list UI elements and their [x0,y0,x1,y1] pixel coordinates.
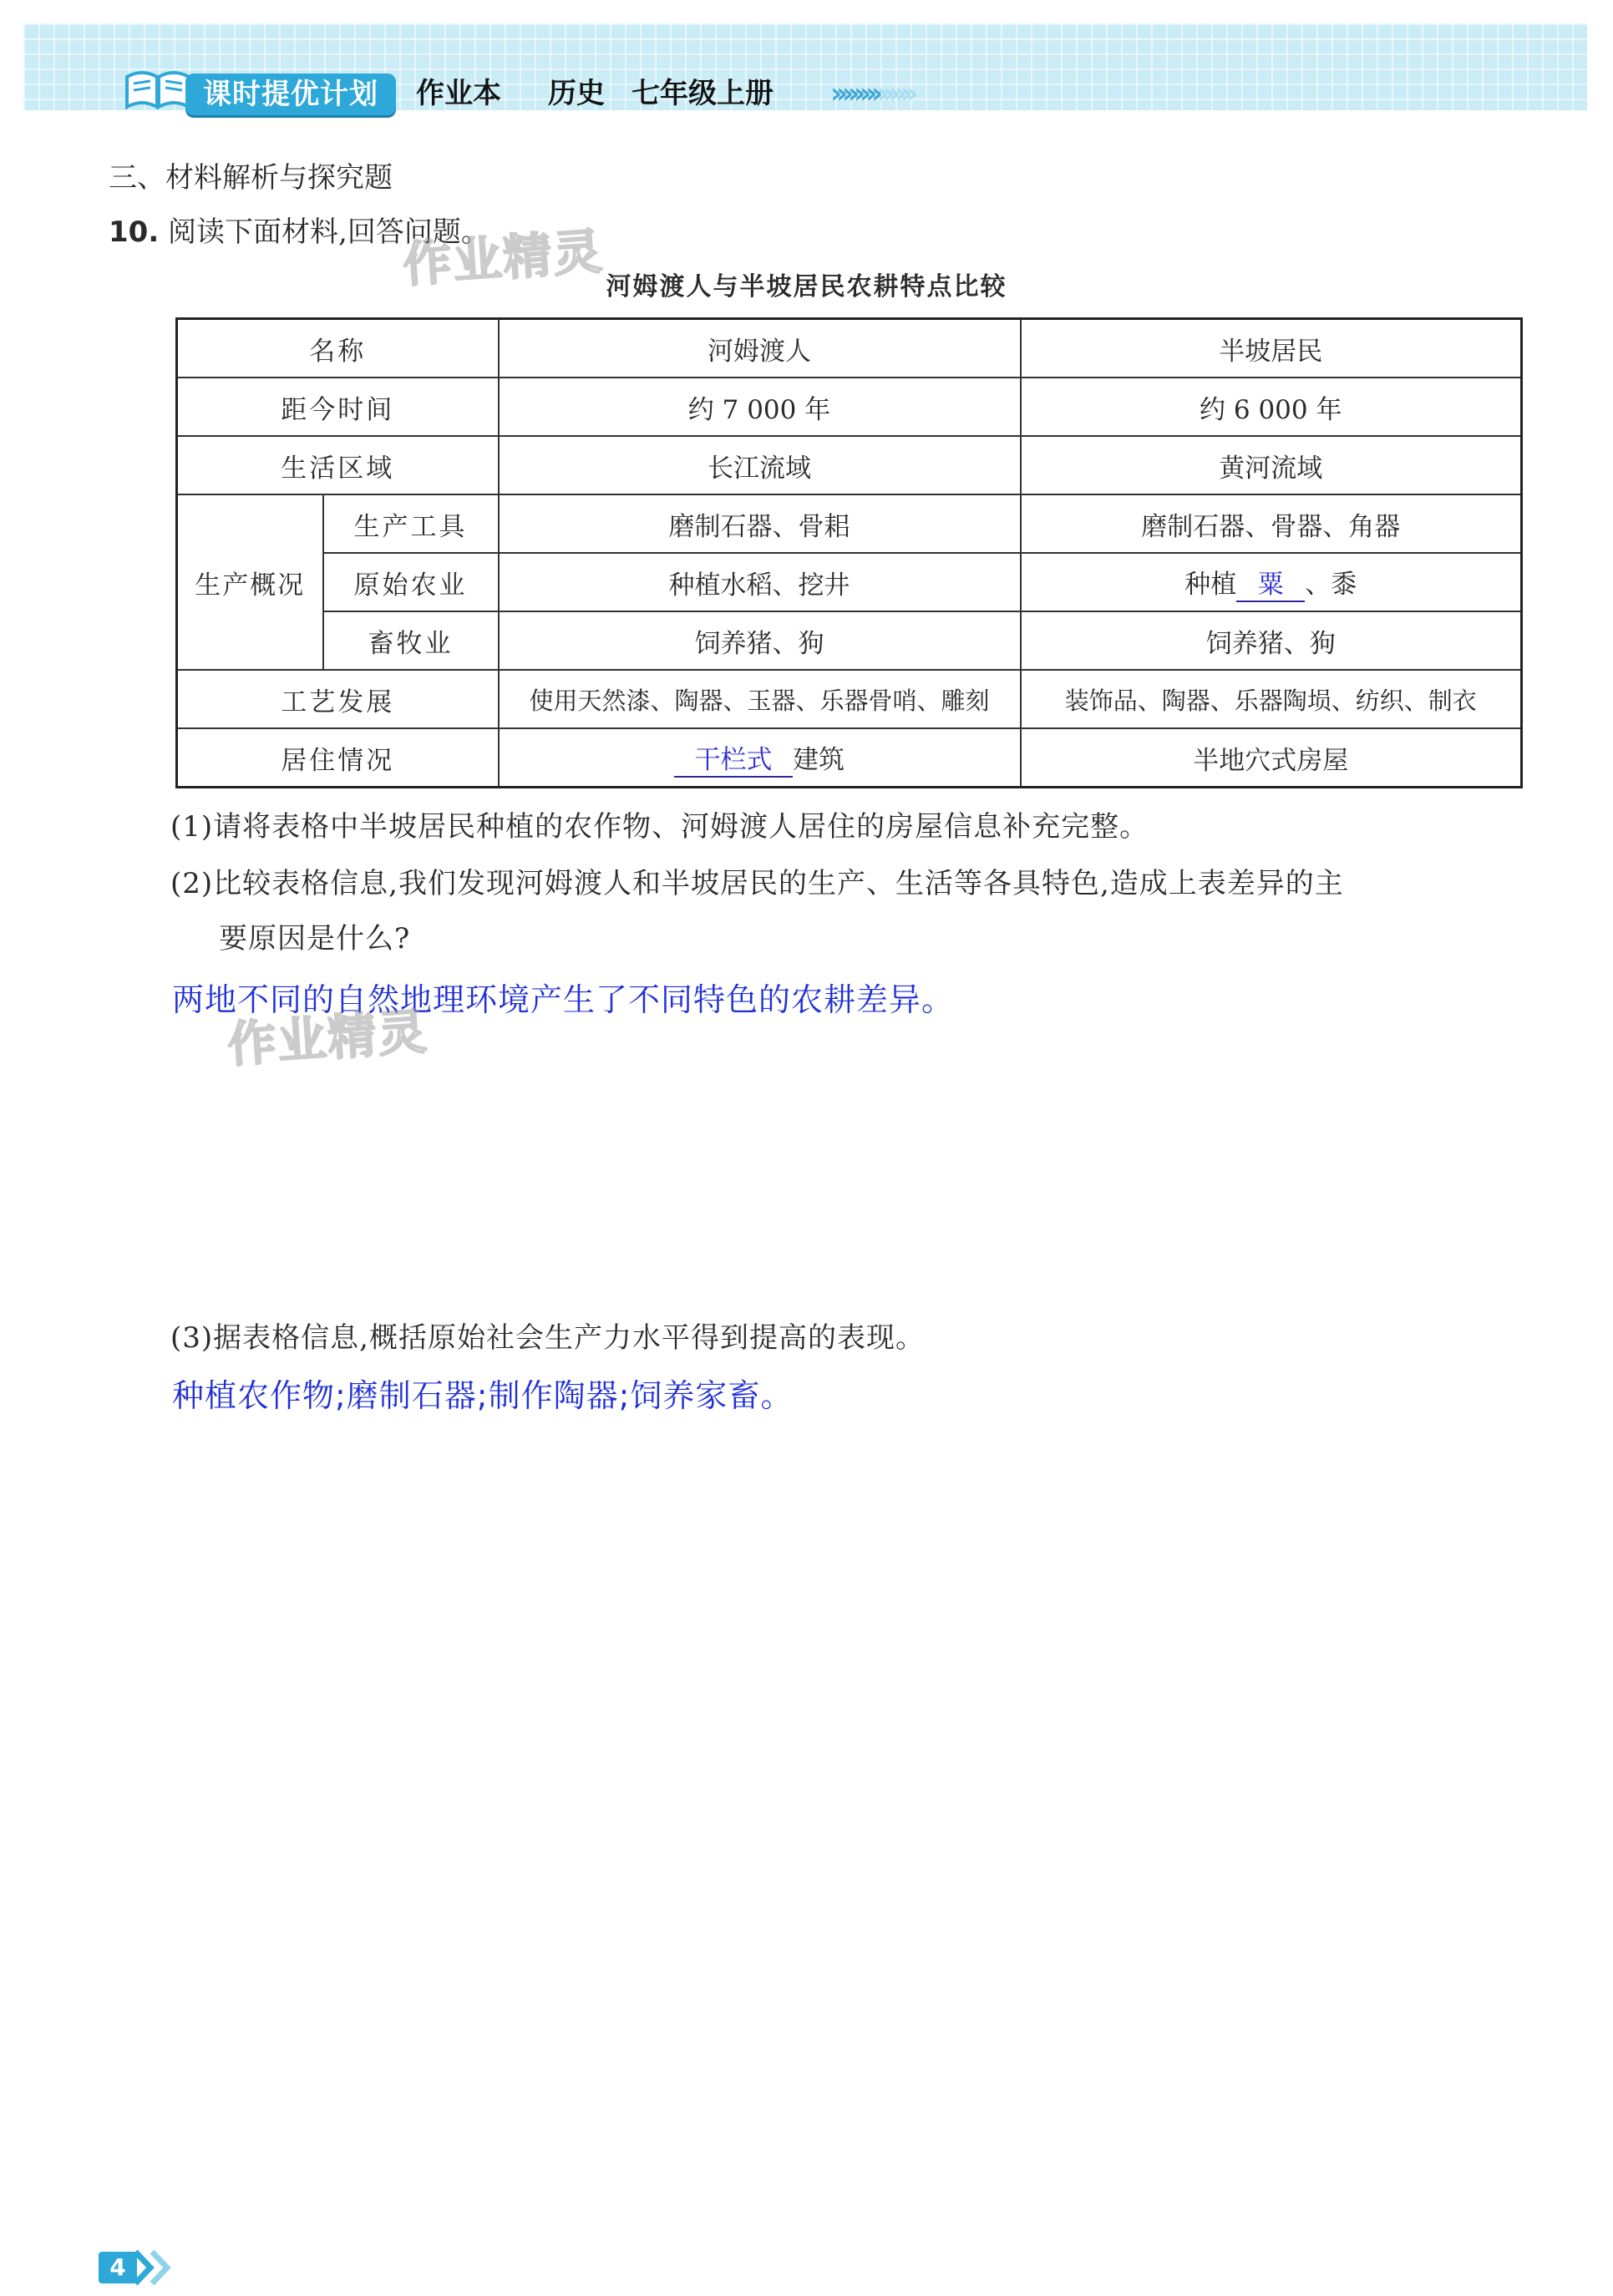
grade-label: 七年级上册 [632,77,774,110]
cell-hemudu: 约 7 000 年 [499,378,1021,436]
answer-3[interactable]: 种植农作物;磨制石器;制作陶器;饲养家畜。 [172,1377,794,1414]
row-label: 生活区域 [177,436,499,494]
watermark: 作业精灵 [226,1002,430,1074]
group-label: 生产概况 [177,494,323,670]
sub-question-2-cont: 要原因是什么? [219,922,411,955]
banpo-crop-answer[interactable]: 粟 [1236,563,1305,602]
table-row [177,611,1522,670]
sub-question-2: (2)比较表格信息,我们发现河姆渡人和半坡居民的生产、生活等各具特色,造成上表差异的主 [170,867,1344,900]
table-row [177,670,1522,728]
watermark: 作业精灵 [401,222,606,294]
cell-hemudu: 长江流域 [499,436,1021,494]
cell-banpo: 黄河流域 [1021,436,1522,494]
sub-question-3: (3)据表格信息,概括原始社会生产力水平得到提高的表现。 [170,1321,925,1355]
row-label: 居住情况 [177,728,499,788]
cell-hemudu: 磨制石器、骨耜 [499,494,1021,553]
table-caption: 河姆渡人与半坡居民农耕特点比较 [606,272,1007,302]
cell-hemudu: 种植水稻、挖井 [499,553,1021,611]
row-label: 生产工具 [323,494,499,553]
row-label: 名称 [177,319,499,378]
cell-banpo [1021,553,1522,611]
row-label: 距今时间 [177,378,499,436]
table-row [177,378,1522,436]
sub-question-1: (1)请将表格中半坡居民种植的农作物、河姆渡人居住的房屋信息补充完整。 [170,810,1149,844]
cell-hemudu: 使用天然漆、陶器、玉器、乐器骨哨、雕刻 [499,670,1021,728]
table-row [177,319,1522,378]
cell-banpo: 磨制石器、骨器、角器 [1021,494,1522,553]
banpo-crop-suffix: 、黍 [1305,569,1357,600]
cell-banpo: 半地穴式房屋 [1021,728,1522,788]
page-number: 4 [99,2252,137,2283]
cell-banpo: 装饰品、陶器、乐器陶埙、纺织、制衣 [1021,670,1522,728]
row-label: 原始农业 [323,553,499,611]
table-row [177,494,1522,553]
question-text: 阅读下面材料,回答问题。 [168,215,489,249]
banpo-crop-prefix: 种植 [1184,569,1237,600]
cell-hemudu: 饲养猪、狗 [499,611,1021,670]
brand-badge: 课时提优计划 [185,73,396,115]
book-type-label: 作业本 [416,77,501,110]
table-row [177,728,1522,788]
question-number: 10. [109,215,160,249]
section-title: 三、材料解析与探究题 [109,161,393,195]
open-book-icon [124,65,192,110]
table-row [177,553,1522,611]
hemudu-housing-answer[interactable]: 干栏式 [674,738,793,778]
row-label: 工艺发展 [177,670,499,728]
comparison-table [175,317,1523,788]
chevron-trail-icon: ›››››››››››››› [830,77,913,110]
row-label: 畜牧业 [323,611,499,670]
answer-2[interactable]: 两地不同的自然地理环境产生了不同特色的农耕差异。 [172,981,955,1018]
page-chevron-icon [134,2248,177,2287]
hemudu-housing-suffix: 建筑 [793,744,845,775]
cell-banpo: 饲养猪、狗 [1021,611,1522,670]
table-row [177,436,1522,494]
subject-label: 历史 [548,77,605,110]
cell-banpo: 半坡居民 [1021,319,1522,378]
cell-banpo: 约 6 000 年 [1021,378,1522,436]
cell-hemudu [499,728,1021,788]
cell-hemudu: 河姆渡人 [499,319,1021,378]
